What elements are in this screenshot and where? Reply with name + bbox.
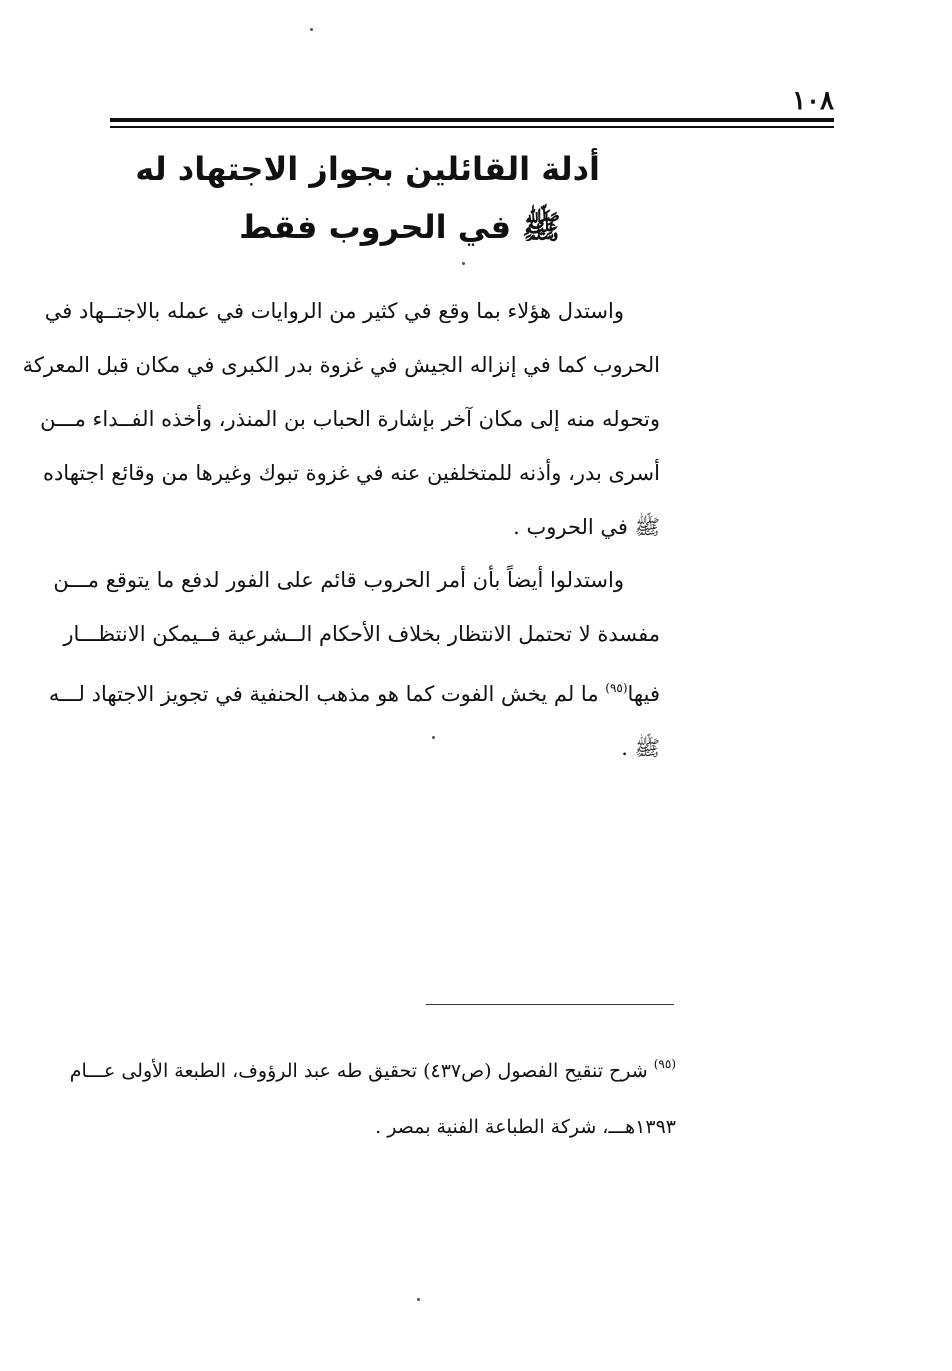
paragraph-2 — [48, 553, 660, 775]
paragraph-line: مفسدة لا تحتمل الانتظار بخلاف الأحكام الــشرعية فــيمكن الانتظـــار — [63, 622, 660, 646]
paragraph-line: الحروب كما في إنزاله الجيش في غزوة بدر الكبرى في مكان قبل المعركة — [22, 353, 660, 377]
scan-speck — [462, 262, 465, 265]
paragraph-line: أسرى بدر، وأذنه للمتخلفين عنه في غزوة تبوك وغيرها من وقائع اجتهاده — [42, 461, 660, 485]
paragraph-line: ﷺ . — [621, 736, 660, 760]
scan-speck — [417, 1298, 420, 1301]
scan-speck — [432, 736, 435, 739]
footnote-reference[interactable]: (٩٥) — [605, 681, 628, 695]
footnote-line: ١٣٩٣هـــ، شركة الطباعة الفنية بمصر . — [375, 1116, 676, 1138]
footnote — [69, 1036, 676, 1155]
footnote-number: (٩٥) — [653, 1057, 676, 1071]
footnote-line — [69, 1036, 676, 1099]
paragraph-text: ما لم يخش الفوت كما هو مذهب الحنفية في تجويز الاجتهاد لـــه — [48, 682, 606, 706]
footnote-separator — [426, 1004, 674, 1005]
footnote-text: شرح تنقيح الفصول (ص٤٣٧) تحقيق طه عبد الرؤوف، الطبعة الأولى عـــام — [69, 1060, 654, 1082]
paragraph-line — [48, 661, 660, 721]
page-number: ١٠٨ — [792, 86, 834, 116]
title-line-1: أدلة القائلين بجواز الاجتهاد له — [135, 150, 600, 188]
paragraph-line: واستدل هؤلاء بما وقع في كثير من الروايات في عمله بالاجتــهاد في — [44, 299, 624, 323]
scan-speck — [310, 28, 313, 31]
paragraph-text: فيها — [627, 682, 660, 706]
chapter-title — [135, 140, 600, 256]
paragraph-line: ﷺ في الحروب . — [513, 515, 660, 539]
paragraph-line: واستدلوا أيضاً بأن أمر الحروب قائم على الفور لدفع ما يتوقع مـــن — [53, 568, 624, 592]
title-line-2: ﷺ في الحروب فقط — [239, 208, 561, 246]
paragraph-line: وتحوله منه إلى مكان آخر بإشارة الحباب بن المنذر، وأخذه الفــداء مـــن — [40, 407, 660, 431]
header-rule — [110, 118, 834, 122]
paragraph-1 — [22, 284, 660, 554]
header-rule-thin — [110, 126, 834, 128]
